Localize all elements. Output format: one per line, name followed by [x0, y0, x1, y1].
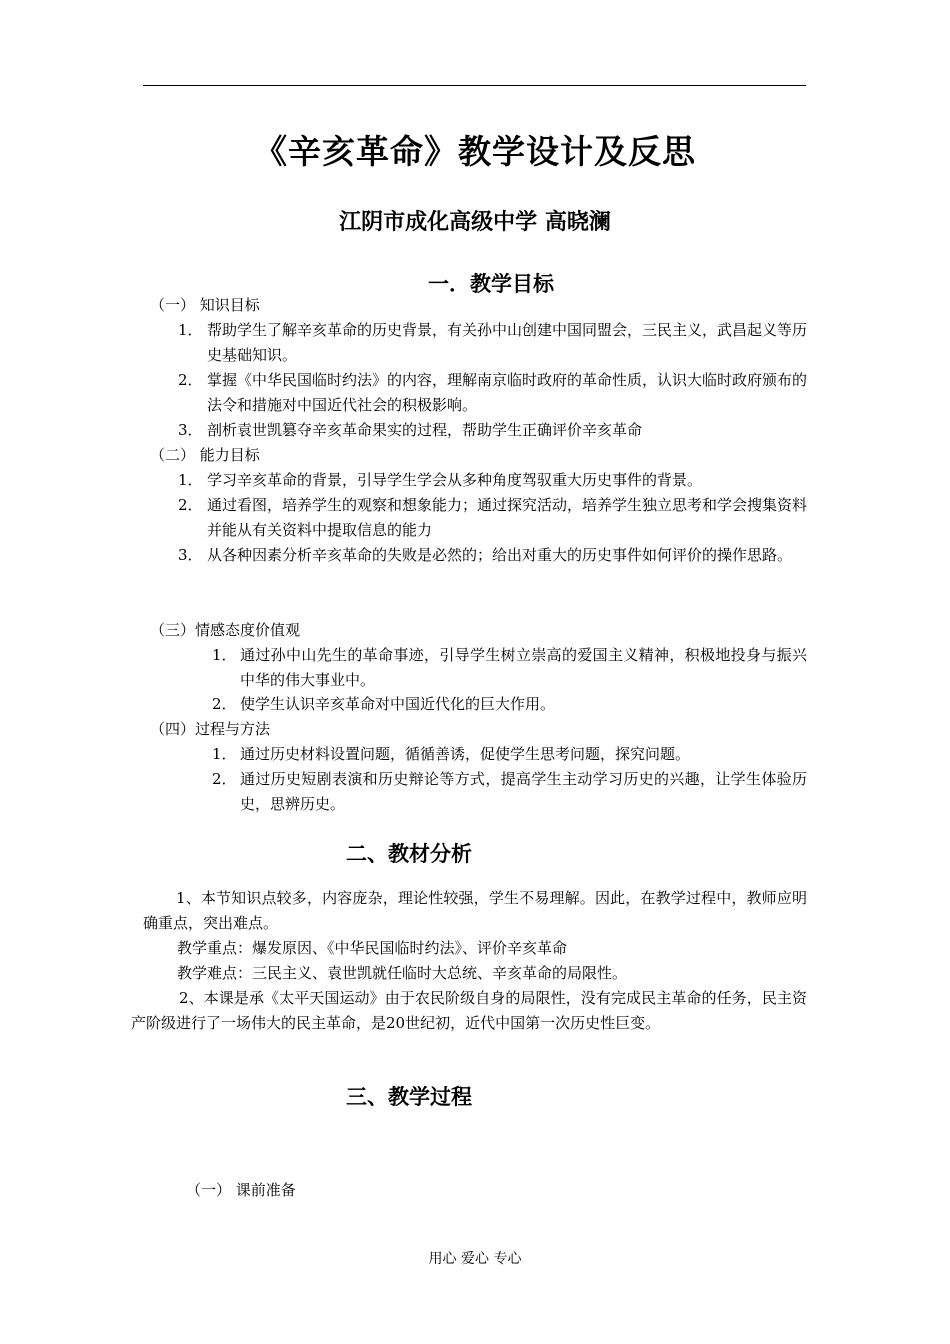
header-rule [143, 85, 806, 86]
section1-heading: 一．教学目标 [428, 271, 554, 296]
list-item: 使学生认识辛亥革命对中国近代化的巨大作用。 [240, 695, 556, 713]
emotion-goals-label: （三）情感态度价值观 [150, 621, 301, 639]
list-item: 帮助学生了解辛亥革命的历史背景，有关孙中山创建中国同盟会，三民主义，武昌起义等历史基础知识。 [207, 321, 808, 364]
list-number: 1． [212, 646, 237, 664]
process-goals-label: （四）过程与方法 [150, 720, 271, 738]
list-number: 2． [212, 770, 237, 788]
list-item: 剖析袁世凯篡夺辛亥革命果实的过程，帮助学生正确评价辛亥革命 [207, 421, 643, 439]
list-item: 通过历史材料设置问题，循循善诱，促使学生思考问题，探究问题。 [240, 745, 691, 763]
list-number: 3． [178, 421, 203, 439]
list-number: 2． [178, 371, 203, 389]
list-item: 通过看图，培养学生的观察和想象能力；通过探究活动，培养学生独立思考和学会搜集资料并能从有关资料中提取信息的能力 [207, 496, 808, 539]
list-number: 2． [212, 695, 237, 713]
ability-goals-label: （二） 能力目标 [150, 446, 260, 464]
document-author: 江阴市成化高级中学 高晓澜 [339, 209, 611, 235]
list-item: 通过孙中山先生的革命事迹，引导学生树立崇高的爱国主义精神，积极地投身与振兴中华的伟大事业中。 [240, 646, 807, 689]
page-footer: 用心 爱心 专心 [428, 1251, 522, 1267]
difficult-points: 教学难点：三民主义、袁世凯就任临时大总统、辛亥革命的局限性。 [177, 964, 628, 982]
key-points: 教学重点：爆发原因、《中华民国临时约法》、评价辛亥革命 [177, 939, 568, 957]
prep-subheading: （一） 课前准备 [186, 1181, 296, 1199]
section2-heading: 二、教材分析 [346, 841, 472, 866]
analysis-paragraph-1: 1、本节知识点较多，内容庞杂，理论性较强，学生不易理解。因此，在教学过程中，教师应明确重点，突出难点。 [143, 889, 807, 932]
document-title: 《辛亥革命》教学设计及反思 [254, 132, 696, 171]
section3-heading: 三、教学过程 [346, 1084, 472, 1109]
list-item: 掌握《中华民国临时约法》的内容，理解南京临时政府的革命性质，认识大临时政府颁布的法令和措施对中国近代社会的积极影响。 [207, 371, 808, 414]
list-item: 学习辛亥革命的背景，引导学生学会从多种角度驾驭重大历史事件的背景。 [207, 471, 703, 489]
list-number: 1． [212, 745, 237, 763]
list-number: 1． [178, 321, 203, 339]
list-item: 从各种因素分析辛亥革命的失败是必然的；给出对重大的历史事件如何评价的操作思路。 [207, 546, 793, 564]
list-number: 1． [178, 471, 203, 489]
analysis-paragraph-2: 2、本课是承《太平天国运动》由于农民阶级自身的局限性，没有完成民主革命的任务，民主资产阶级进行了一场伟大的民主革命，是20世纪初，近代中国第一次历史性巨变。 [131, 989, 807, 1032]
list-number: 2． [178, 496, 203, 514]
list-item: 通过历史短剧表演和历史辩论等方式，提高学生主动学习历史的兴趣，让学生体验历史，思辨历史。 [240, 770, 807, 813]
knowledge-goals-label: （一） 知识目标 [150, 296, 260, 314]
list-number: 3． [178, 546, 203, 564]
